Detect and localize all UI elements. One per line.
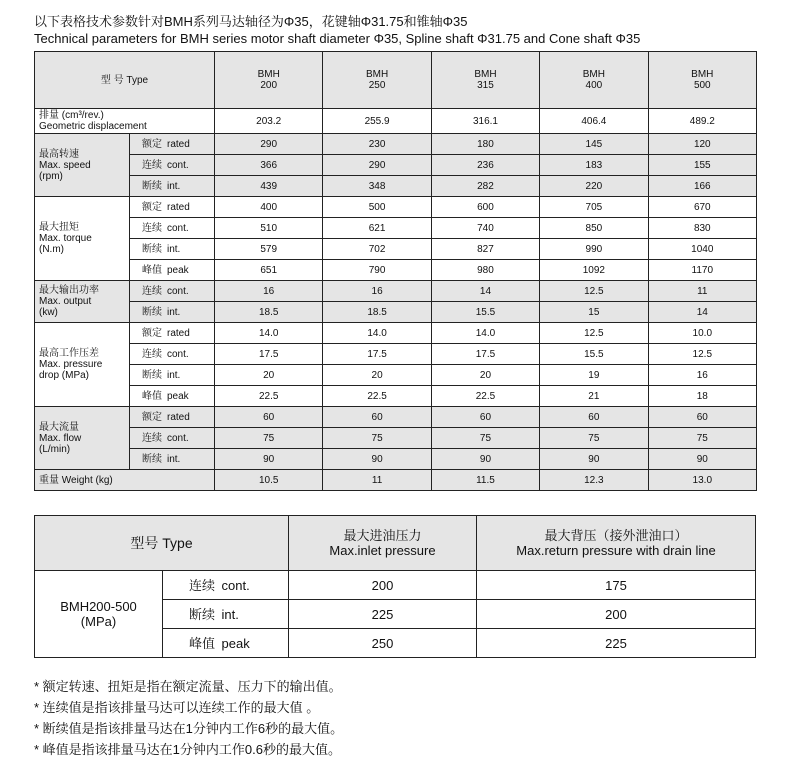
displacement-value: 255.9 xyxy=(323,109,431,134)
group-label-zh: 最大扭矩 xyxy=(39,222,79,233)
table-cell: 18.5 xyxy=(215,302,323,323)
model-series: BMH xyxy=(691,69,714,80)
model-size: 250 xyxy=(368,80,386,91)
group-label-en: Max. flow xyxy=(39,432,82,444)
table-cell: 348 xyxy=(323,176,431,197)
footnote-intermittent: * 断续值是指该排量马达在1分钟内工作6秒的最大值。 xyxy=(34,721,344,736)
condition-label xyxy=(130,323,215,344)
table-cell: 17.5 xyxy=(431,344,539,365)
condition-en: cont. xyxy=(167,285,189,297)
table-row xyxy=(35,176,757,197)
table-cell: 621 xyxy=(323,218,431,239)
table-cell: 90 xyxy=(215,449,323,470)
table-cell: 75 xyxy=(323,428,431,449)
displacement-value: 489.2 xyxy=(648,109,756,134)
table-cell: 230 xyxy=(323,134,431,155)
table-cell: 90 xyxy=(540,449,648,470)
return-pressure-en: Max.return pressure with drain line xyxy=(516,543,716,558)
condition-en: int. xyxy=(167,180,181,192)
table-cell: 90 xyxy=(431,449,539,470)
table-cell: 670 xyxy=(648,197,756,218)
model-series: BMH xyxy=(257,69,280,80)
condition-zh: 峰值 xyxy=(142,264,162,276)
condition-label xyxy=(130,176,215,197)
table-cell: 15 xyxy=(540,302,648,323)
table-cell: 20 xyxy=(215,365,323,386)
table-cell: 579 xyxy=(215,239,323,260)
table-cell: 16 xyxy=(648,365,756,386)
table-cell: 830 xyxy=(648,218,756,239)
inlet-pressure-en: Max.inlet pressure xyxy=(329,543,436,558)
table-cell: 702 xyxy=(323,239,431,260)
condition-en: cont. xyxy=(167,222,189,234)
table-cell: 790 xyxy=(323,260,431,281)
condition-en: rated xyxy=(167,411,190,423)
group-unit: (N.m) xyxy=(39,244,64,255)
table-cell: 17.5 xyxy=(215,344,323,365)
table-row xyxy=(35,323,757,344)
table-cell: 12.5 xyxy=(648,344,756,365)
condition-label xyxy=(130,344,215,365)
table-row xyxy=(35,281,757,302)
model-range-unit: (MPa) xyxy=(80,614,117,629)
model-range-name: BMH200-500 xyxy=(60,599,137,614)
table-cell: 510 xyxy=(215,218,323,239)
table-row xyxy=(35,344,757,365)
group-unit: drop (MPa) xyxy=(39,370,90,381)
table-cell: 18.5 xyxy=(323,302,431,323)
condition-zh: 断续 xyxy=(142,306,162,318)
condition-en: cont. xyxy=(167,348,189,360)
table-row xyxy=(35,218,757,239)
table-row xyxy=(35,197,757,218)
inlet-pressure-value: 225 xyxy=(289,600,477,629)
group-label-zh: 最大流量 xyxy=(39,421,79,433)
condition-label xyxy=(130,449,215,470)
displacement-value: 316.1 xyxy=(431,109,539,134)
inlet-pressure-zh: 最大进油压力 xyxy=(343,528,422,543)
model-size: 400 xyxy=(585,80,603,91)
weight-value: 10.5 xyxy=(215,470,323,491)
condition-label xyxy=(130,239,215,260)
table-cell: 75 xyxy=(540,428,648,449)
group-label-zh: 最大输出功率 xyxy=(39,285,99,296)
pressure-condition xyxy=(163,600,289,629)
table-cell: 439 xyxy=(215,176,323,197)
table-cell: 22.5 xyxy=(215,386,323,407)
table-cell: 75 xyxy=(648,428,756,449)
table-cell: 10.0 xyxy=(648,323,756,344)
condition-label xyxy=(130,386,215,407)
condition-label xyxy=(130,365,215,386)
table-cell: 236 xyxy=(431,155,539,176)
table-cell: 14.0 xyxy=(431,323,539,344)
pressure-condition-zh: 连续 xyxy=(189,577,216,593)
table-cell: 60 xyxy=(431,407,539,428)
condition-label xyxy=(130,302,215,323)
table-cell: 290 xyxy=(215,134,323,155)
displacement-label xyxy=(35,109,215,134)
table-cell: 21 xyxy=(540,386,648,407)
table-cell: 11 xyxy=(648,281,756,302)
group-unit: (L/min) xyxy=(39,443,71,455)
displacement-value: 406.4 xyxy=(540,109,648,134)
condition-en: cont. xyxy=(167,432,189,444)
table-cell: 990 xyxy=(540,239,648,260)
condition-en: int. xyxy=(167,453,181,465)
table-cell: 17.5 xyxy=(323,344,431,365)
group-unit: (kw) xyxy=(39,307,58,318)
group-label-en: Max. torque xyxy=(39,233,92,244)
weight-value: 12.3 xyxy=(540,470,648,491)
condition-zh: 连续 xyxy=(142,285,162,297)
table-cell: 120 xyxy=(648,134,756,155)
condition-en: cont. xyxy=(167,159,189,171)
table-row xyxy=(35,407,757,428)
table-cell: 60 xyxy=(648,407,756,428)
model-series: BMH xyxy=(474,69,497,80)
weight-value: 11.5 xyxy=(431,470,539,491)
table-cell: 1040 xyxy=(648,239,756,260)
condition-zh: 连续 xyxy=(142,222,162,234)
table-cell: 60 xyxy=(215,407,323,428)
table-cell: 19 xyxy=(540,365,648,386)
model-header xyxy=(540,52,648,109)
table-cell: 600 xyxy=(431,197,539,218)
table-cell: 366 xyxy=(215,155,323,176)
table-cell: 705 xyxy=(540,197,648,218)
table-cell: 980 xyxy=(431,260,539,281)
condition-zh: 额定 xyxy=(142,138,162,150)
table-cell: 183 xyxy=(540,155,648,176)
inlet-pressure-header xyxy=(289,516,477,571)
table-cell: 1170 xyxy=(648,260,756,281)
table-cell: 15.5 xyxy=(540,344,648,365)
pressure-condition-en: peak xyxy=(221,635,250,651)
pressure-condition-zh: 峰值 xyxy=(189,635,216,651)
table-cell: 14 xyxy=(431,281,539,302)
table-cell: 60 xyxy=(323,407,431,428)
table-cell: 22.5 xyxy=(431,386,539,407)
condition-label xyxy=(130,407,215,428)
weight-label: 重量 Weight (kg) xyxy=(35,470,215,491)
condition-label xyxy=(130,197,215,218)
table-row xyxy=(35,365,757,386)
table-row xyxy=(35,449,757,470)
group-label-zh: 最高转速 xyxy=(39,148,79,160)
condition-zh: 额定 xyxy=(142,327,162,339)
table-cell: 155 xyxy=(648,155,756,176)
model-size: 500 xyxy=(693,80,711,91)
pressure-header-row xyxy=(35,516,756,571)
model-series: BMH xyxy=(582,69,605,80)
table-cell: 22.5 xyxy=(323,386,431,407)
return-pressure-value: 175 xyxy=(477,571,756,600)
pressure-type-header: 型号 Type xyxy=(35,516,289,571)
displacement-label-en: Geometric displacement xyxy=(39,121,147,132)
return-pressure-value: 225 xyxy=(477,629,756,658)
header-title-en: Technical parameters for BMH series motor shaft diameter Φ35, Spline shaft Φ31.75 and Cone shaft Φ35 xyxy=(34,31,641,46)
table-cell: 145 xyxy=(540,134,648,155)
table-cell: 1092 xyxy=(540,260,648,281)
table-cell: 850 xyxy=(540,218,648,239)
group-label xyxy=(35,281,130,323)
condition-label xyxy=(130,218,215,239)
table-cell: 16 xyxy=(323,281,431,302)
table-cell: 20 xyxy=(323,365,431,386)
table-cell: 12.5 xyxy=(540,281,648,302)
table-row xyxy=(35,428,757,449)
model-range xyxy=(35,571,163,658)
table-cell: 60 xyxy=(540,407,648,428)
table-row xyxy=(35,302,757,323)
table-cell: 740 xyxy=(431,218,539,239)
condition-zh: 连续 xyxy=(142,348,162,360)
model-size: 200 xyxy=(260,80,278,91)
weight-row xyxy=(35,470,757,491)
condition-label xyxy=(130,134,215,155)
table-cell: 20 xyxy=(431,365,539,386)
pressure-condition xyxy=(163,571,289,600)
condition-label xyxy=(130,281,215,302)
pressure-condition xyxy=(163,629,289,658)
table-cell: 651 xyxy=(215,260,323,281)
condition-zh: 峰值 xyxy=(142,390,162,402)
group-label-zh: 最高工作压差 xyxy=(39,348,99,359)
table-cell: 12.5 xyxy=(540,323,648,344)
condition-label xyxy=(130,428,215,449)
pressure-condition-zh: 断续 xyxy=(189,606,216,622)
table-cell: 14 xyxy=(648,302,756,323)
pressure-row xyxy=(35,571,756,600)
pressure-table xyxy=(34,515,756,658)
condition-zh: 额定 xyxy=(142,411,162,423)
condition-en: rated xyxy=(167,327,190,339)
table-cell: 90 xyxy=(648,449,756,470)
group-label xyxy=(35,197,130,281)
model-size: 315 xyxy=(477,80,494,91)
pressure-condition-en: cont. xyxy=(221,577,250,593)
table-row xyxy=(35,260,757,281)
condition-zh: 连续 xyxy=(142,432,162,444)
return-pressure-header xyxy=(477,516,756,571)
table-cell: 166 xyxy=(648,176,756,197)
type-header: 型 号 Type xyxy=(35,52,215,109)
condition-en: rated xyxy=(167,138,190,150)
table-cell: 14.0 xyxy=(215,323,323,344)
table-cell: 400 xyxy=(215,197,323,218)
table-row xyxy=(35,155,757,176)
weight-value: 11 xyxy=(323,470,431,491)
footnote-rated: * 额定转速、扭矩是指在额定流量、压力下的输出值。 xyxy=(34,679,342,694)
table-row xyxy=(35,386,757,407)
model-header xyxy=(648,52,756,109)
table-cell: 75 xyxy=(431,428,539,449)
inlet-pressure-value: 250 xyxy=(289,629,477,658)
condition-label xyxy=(130,155,215,176)
condition-zh: 断续 xyxy=(142,369,162,381)
model-header xyxy=(431,52,539,109)
condition-en: int. xyxy=(167,369,181,381)
weight-value: 13.0 xyxy=(648,470,756,491)
table-row xyxy=(35,134,757,155)
group-unit: (rpm) xyxy=(39,170,63,182)
condition-zh: 额定 xyxy=(142,201,162,213)
condition-en: int. xyxy=(167,306,181,318)
group-label xyxy=(35,323,130,407)
table-cell: 16 xyxy=(215,281,323,302)
model-series: BMH xyxy=(365,69,389,80)
table-cell: 290 xyxy=(323,155,431,176)
table-cell: 15.5 xyxy=(431,302,539,323)
table-cell: 220 xyxy=(540,176,648,197)
group-label-en: Max. speed xyxy=(39,159,91,171)
footnote-continuous: * 连续值是指该排量马达可以连续工作的最大值 。 xyxy=(34,700,320,715)
model-header xyxy=(323,52,431,109)
displacement-row xyxy=(35,109,757,134)
table-cell: 90 xyxy=(323,449,431,470)
condition-zh: 断续 xyxy=(142,243,162,255)
condition-en: peak xyxy=(167,390,189,402)
condition-en: int. xyxy=(167,243,181,255)
table-cell: 180 xyxy=(431,134,539,155)
table-cell: 282 xyxy=(431,176,539,197)
table-cell: 827 xyxy=(431,239,539,260)
group-label xyxy=(35,134,130,197)
group-label-en: Max. output xyxy=(39,296,92,307)
model-header xyxy=(215,52,323,109)
group-label xyxy=(35,407,130,470)
technical-parameters-table xyxy=(34,51,757,491)
table-cell: 500 xyxy=(323,197,431,218)
displacement-label-zh: 排量 (cm³/rev.) xyxy=(39,110,104,121)
inlet-pressure-value: 200 xyxy=(289,571,477,600)
pressure-condition-en: int. xyxy=(221,606,239,622)
condition-zh: 断续 xyxy=(142,180,162,192)
table-cell: 75 xyxy=(215,428,323,449)
footnote-peak: * 峰值是指该排量马达在1分钟内工作0.6秒的最大值。 xyxy=(34,742,341,757)
table-cell: 18 xyxy=(648,386,756,407)
condition-en: rated xyxy=(167,201,190,213)
return-pressure-value: 200 xyxy=(477,600,756,629)
condition-zh: 连续 xyxy=(142,159,162,171)
condition-label xyxy=(130,260,215,281)
condition-en: peak xyxy=(167,264,189,276)
table-row xyxy=(35,239,757,260)
table-cell: 14.0 xyxy=(323,323,431,344)
table-header-row xyxy=(35,52,757,109)
return-pressure-zh: 最大背压（接外泄油口） xyxy=(544,528,688,543)
group-label-en: Max. pressure xyxy=(39,359,103,370)
header-title-zh: 以下表格技术参数针对BMH系列马达轴径为Φ35，花键轴Φ31.75和锥轴Φ35 xyxy=(34,14,468,29)
condition-zh: 断续 xyxy=(142,453,162,465)
displacement-value: 203.2 xyxy=(215,109,323,134)
